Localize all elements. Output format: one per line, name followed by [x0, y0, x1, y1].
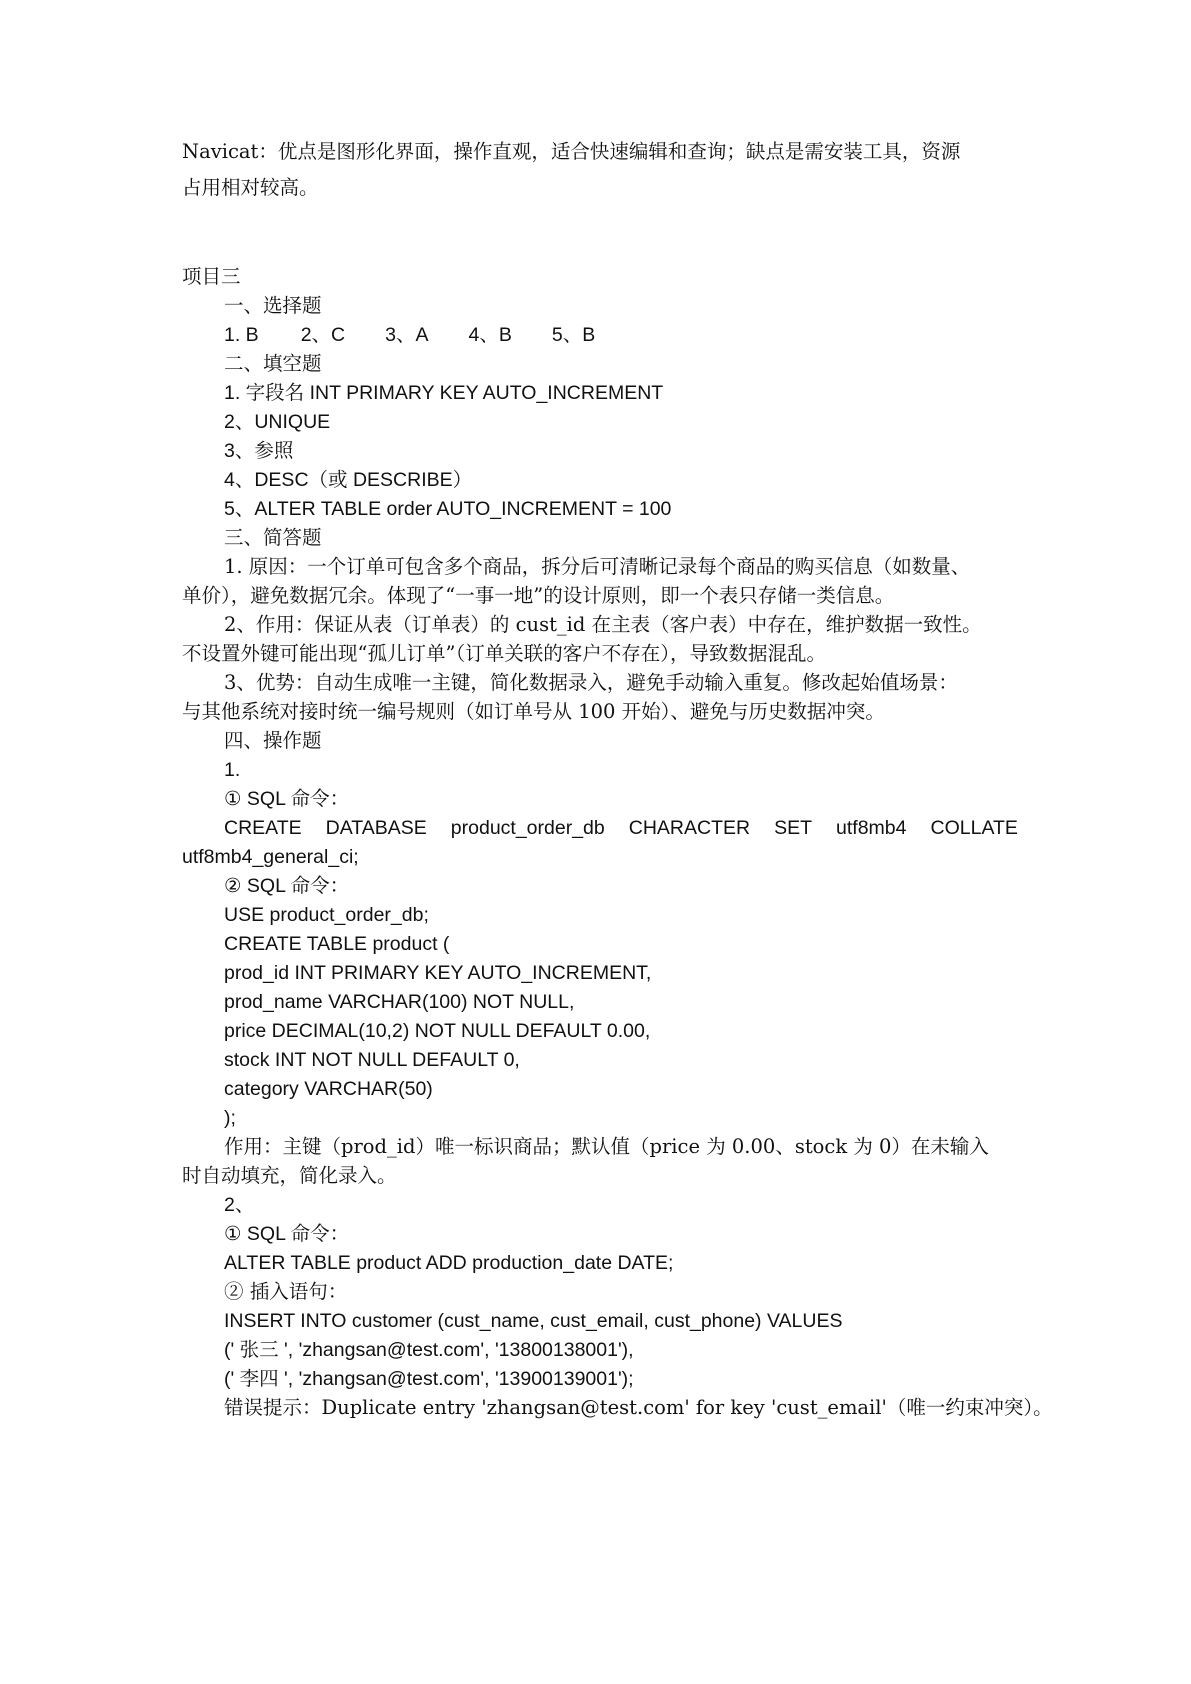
code-line: prod_id INT PRIMARY KEY AUTO_INCREMENT, — [224, 962, 652, 984]
fill-answer-4: 4、DESC（或 DESCRIBE） — [224, 469, 473, 491]
operation-2-number: 2、 — [224, 1194, 255, 1216]
short-answer-3-line-2: 与其他系统对接时统一编号规则（如订单号从 100 开始）、避免与历史数据冲突。 — [182, 700, 885, 723]
section-fill-title: 二、填空题 — [224, 352, 322, 375]
insert-line: (' 李四 ', 'zhangsan@test.com', '13900139001'); — [224, 1368, 634, 1390]
choice-answer-3: 3、A — [385, 324, 429, 346]
fill-answer-2: 2、UNIQUE — [224, 411, 331, 433]
short-answer-1-line-1: 1. 原因：一个订单可包含多个商品，拆分后可清晰记录每个商品的购买信息（如数量、 — [224, 555, 971, 578]
operation-1-number: 1. — [224, 759, 241, 781]
short-answer-1-line-2: 单价），避免数据冗余。体现了“一事一地”的设计原则，即一个表只存储一类信息。 — [182, 584, 895, 607]
navicat-text-line-2: 占用相对较高。 — [182, 176, 319, 199]
choice-answer-2: 2、C — [300, 324, 346, 346]
create-db-word: product_order_db — [450, 817, 605, 839]
insert-line: INSERT INTO customer (cust_name, cust_email, cust_phone) VALUES — [224, 1310, 843, 1332]
create-db-word: COLLATE — [930, 817, 1018, 839]
choice-answer-5: 5、B — [551, 324, 596, 346]
short-answer-2-line-2: 不设置外键可能出现“孤儿订单”（订单关联的客户不存在），导致数据混乱。 — [182, 642, 826, 665]
fill-answer-5: 5、ALTER TABLE order AUTO_INCREMENT = 100 — [224, 498, 672, 520]
section-short-title: 三、简答题 — [224, 526, 322, 549]
fill-answer-3: 3、参照 — [224, 440, 294, 462]
code-line: CREATE TABLE product ( — [224, 933, 450, 955]
short-answer-2-line-1: 2、作用：保证从表（订单表）的 cust_id 在主表（客户表）中存在，维护数据一致性。 — [224, 613, 982, 636]
choice-answer-1: 1. B — [224, 324, 259, 346]
choice-answer-4: 4、B — [468, 324, 512, 346]
operation-1-sql2-label: ② SQL 命令： — [224, 875, 350, 897]
create-db-word: utf8mb4 — [836, 817, 907, 839]
project-title: 项目三 — [182, 265, 241, 288]
create-db-word: CHARACTER — [628, 817, 751, 839]
create-database-line — [224, 815, 1018, 841]
insert-line: (' 张三 ', 'zhangsan@test.com', '13800138001'), — [224, 1339, 634, 1361]
section-operation-title: 四、操作题 — [224, 729, 322, 752]
code-line: stock INT NOT NULL DEFAULT 0, — [224, 1049, 520, 1071]
create-database-tail: utf8mb4_general_ci; — [182, 846, 359, 868]
operation-1-sql1-label: ① SQL 命令： — [224, 788, 350, 810]
operation-2-insert-label: ② 插入语句： — [224, 1280, 348, 1303]
choice-answers — [224, 322, 595, 348]
code-line: category VARCHAR(50) — [224, 1078, 433, 1100]
create-db-word: DATABASE — [325, 817, 427, 839]
create-db-word: SET — [774, 817, 813, 839]
operation-1-effect-line-1: 作用：主键（prod_id）唯一标识商品；默认值（price 为 0.00、stock 为 0）在未输入 — [224, 1135, 989, 1158]
error-message-line: 错误提示：Duplicate entry 'zhangsan@test.com' for key 'cust_email'（唯一约束冲突）。 — [224, 1396, 1053, 1419]
code-line: prod_name VARCHAR(100) NOT NULL, — [224, 991, 575, 1013]
create-db-word: CREATE — [224, 817, 302, 839]
section-choice-title: 一、选择题 — [224, 294, 322, 317]
operation-2-sql1-label: ① SQL 命令： — [224, 1223, 350, 1245]
operation-1-effect-line-2: 时自动填充，简化录入。 — [182, 1164, 397, 1187]
code-line: USE product_order_db; — [224, 904, 429, 926]
code-line: price DECIMAL(10,2) NOT NULL DEFAULT 0.00, — [224, 1020, 651, 1042]
code-line: ); — [224, 1107, 236, 1129]
short-answer-3-line-1: 3、优势：自动生成唯一主键，简化数据录入，避免手动输入重复。修改起始值场景： — [224, 671, 958, 694]
navicat-text-line-1: Navicat：优点是图形化界面，操作直观，适合快速编辑和查询；缺点是需安装工具，资源 — [182, 140, 961, 163]
alter-table-sql: ALTER TABLE product ADD production_date DATE; — [224, 1252, 674, 1274]
fill-answer-1: 1. 字段名 INT PRIMARY KEY AUTO_INCREMENT — [224, 382, 664, 404]
